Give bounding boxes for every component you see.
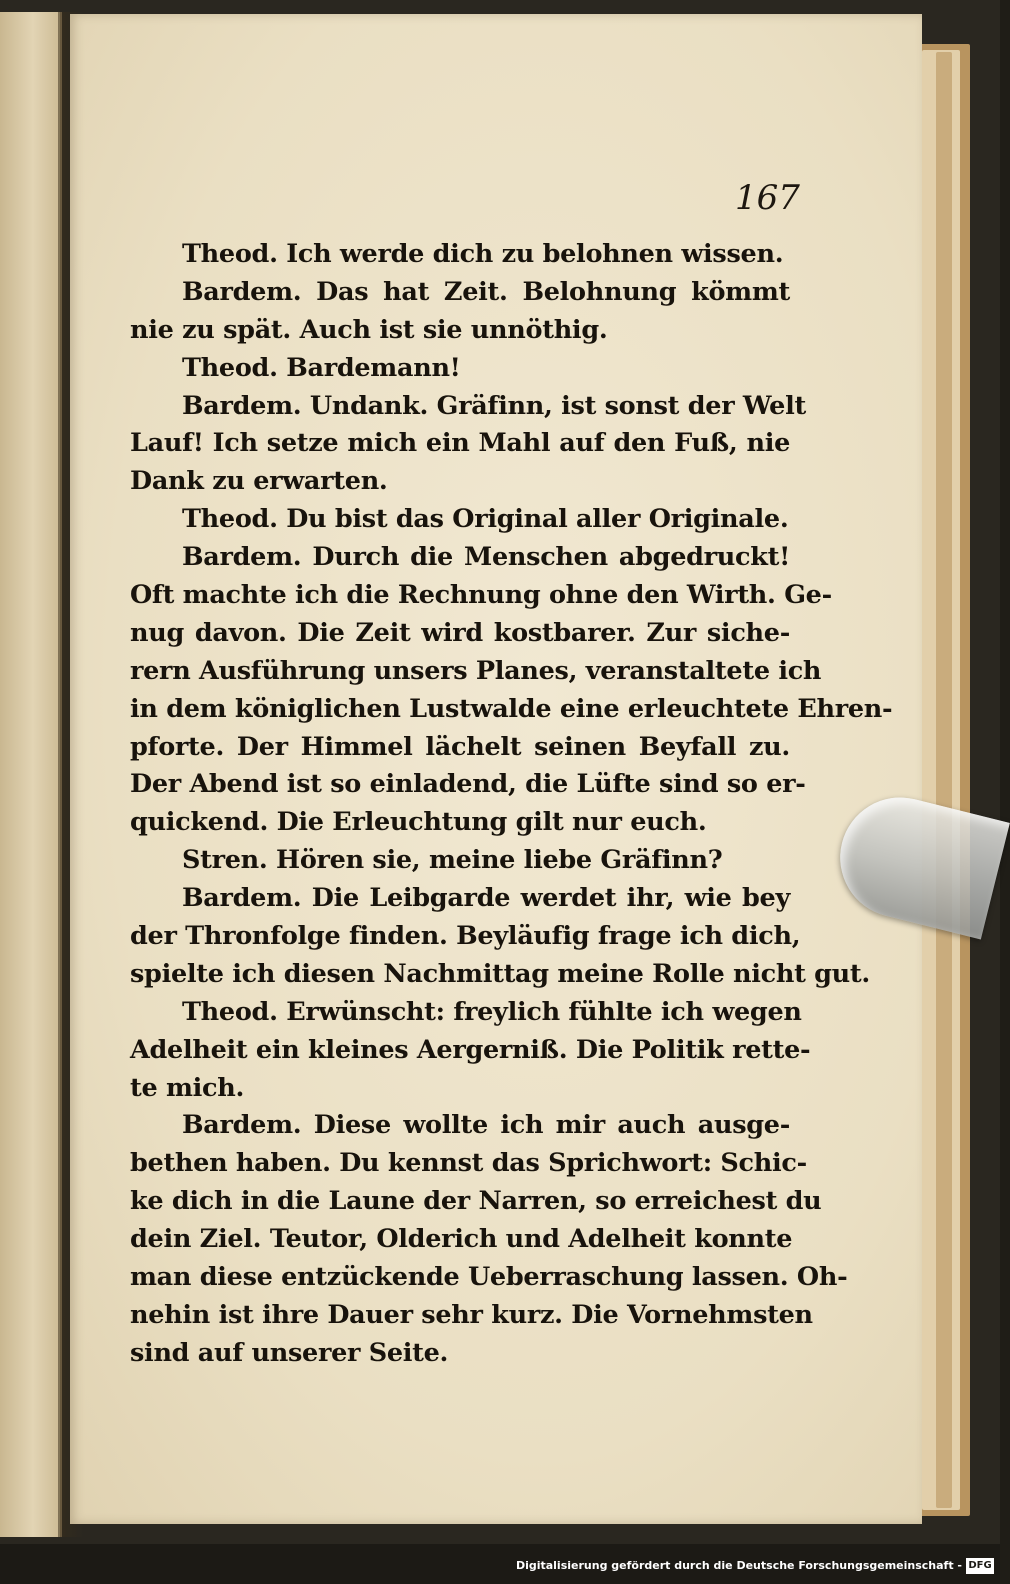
text-line: sind auf unserer Seite. xyxy=(130,1337,449,1368)
text-line: Stren. Hören sie, meine liebe Gräfinn? xyxy=(182,845,723,876)
text-line: ke dich in die Laune der Narren, so erreichest du xyxy=(130,1186,822,1217)
text-line: Lauf! Ich setze mich ein Mahl auf den Fuß, nie xyxy=(130,428,790,459)
text-line: Theod. Bardemann! xyxy=(182,352,461,383)
text-line: nehin ist ihre Dauer sehr kurz. Die Vornehmsten xyxy=(130,1299,813,1330)
text-line: Theod. Du bist das Original aller Originale. xyxy=(182,504,789,535)
left-facing-page xyxy=(0,12,62,1537)
page-text xyxy=(130,236,893,1373)
text-line: Bardem. Die Leibgarde werdet ihr, wie bey xyxy=(182,883,790,914)
text-line: Dank zu erwarten. xyxy=(130,466,388,497)
text-line: bethen haben. Du kennst das Sprichwort: Schic- xyxy=(130,1148,807,1179)
text-line: Der Abend ist so einladend, die Lüfte sind so er- xyxy=(130,769,806,800)
page-edges-fold xyxy=(936,52,952,1508)
text-line: dein Ziel. Teutor, Olderich und Adelheit konnte xyxy=(130,1224,793,1255)
footer-credit: Digitalisierung gefördert durch die Deutsche Forschungsgemeinschaft - xyxy=(515,1559,962,1572)
text-line: quickend. Die Erleuchtung gilt nur euch. xyxy=(130,807,707,838)
footer-bar xyxy=(0,1544,1000,1584)
text-line: Adelheit ein kleines Aergerniß. Die Politik rette- xyxy=(130,1034,811,1065)
text-line: Bardem. Undank. Gräfinn, ist sonst der Welt xyxy=(182,390,806,421)
text-line: Oft machte ich die Rechnung ohne den Wirth. Ge- xyxy=(130,580,832,611)
text-line: der Thronfolge finden. Beyläufig frage ich dich, xyxy=(130,921,801,952)
text-line: Theod. Ich werde dich zu belohnen wissen. xyxy=(182,239,784,269)
page-number: 167 xyxy=(735,178,800,218)
text-line: pforte. Der Himmel lächelt seinen Beyfall zu. xyxy=(130,731,790,762)
text-line: Bardem. Diese wollte ich mir auch ausge- xyxy=(182,1110,790,1141)
text-line: Bardem. Durch die Menschen abgedruckt! xyxy=(182,542,790,573)
text-line: Bardem. Das hat Zeit. Belohnung kömmt xyxy=(182,276,790,307)
text-line: nug davon. Die Zeit wird kostbarer. Zur siche- xyxy=(130,617,790,648)
dfg-logo: DFG xyxy=(966,1558,994,1574)
text-line: te mich. xyxy=(130,1072,245,1103)
text-line: rern Ausführung unsers Planes, veranstaltete ich xyxy=(130,655,822,686)
text-line: nie zu spät. Auch ist sie unnöthig. xyxy=(130,314,608,345)
text-line: spielte ich diesen Nachmittag meine Rolle nicht gut. xyxy=(130,958,870,989)
text-line: man diese entzückende Ueberraschung lassen. Oh- xyxy=(130,1262,848,1293)
text-line: Theod. Erwünscht: freylich fühlte ich wegen xyxy=(182,996,802,1027)
text-line: in dem königlichen Lustwalde eine erleuchtete Ehren- xyxy=(130,693,893,724)
